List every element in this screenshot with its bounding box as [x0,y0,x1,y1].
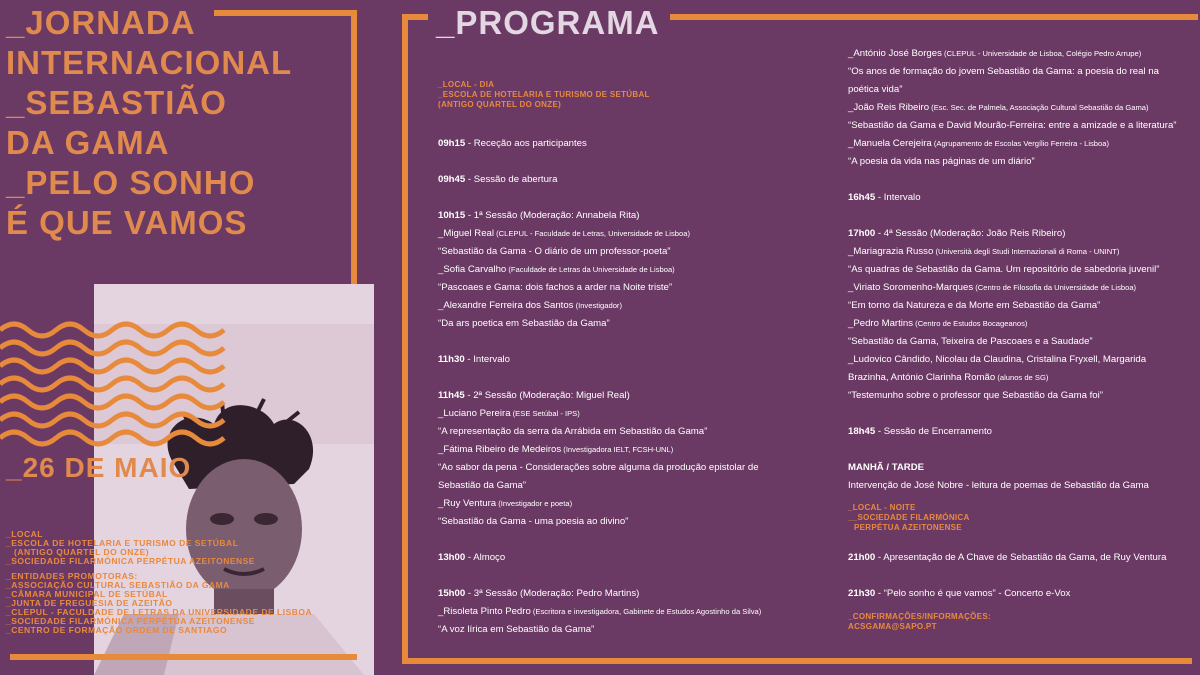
schedule-description: - Sessão de Encerramento [875,426,992,437]
speaker-item [438,405,833,423]
local-line: _ESCOLA DE HOTELARIA E TURISMO DE SETÚBAL [6,538,239,548]
local-dia-label: _LOCAL - DIA [438,80,495,89]
schedule-time: 21h00 [848,552,876,563]
speaker-affiliation: (Centro de Filosofia da Universidade de Lisboa) [973,283,1137,292]
speaker-name: Brazinha, António Clarinha Romão [848,372,996,383]
event-date: _26 DE MAIO [6,452,192,483]
entity-line: _JUNTA DE FREGUESIA DE AZEITÃO [6,598,173,608]
talk-title: “A voz lírica em Sebastião da Gama” [438,624,595,635]
speaker-name: _Ludovico Cândido, Nicolau da Claudina, Cristalina Fryxell, Margarida [848,354,1147,365]
speaker-name: _Sofia Carvalho [438,264,507,275]
schedule-time: 11h45 [438,390,465,401]
speaker-name: _Manuela Cerejeira [848,138,932,149]
spacer [438,531,833,549]
speaker-name: _Fátima Ribeiro de Medeiros [438,444,562,455]
schedule-time: 13h00 [438,552,466,563]
speaker-item [438,261,833,279]
speaker-affiliation: (Faculdade de Letras da Universidade de Lisboa) [506,265,675,274]
speaker-item [848,279,1193,297]
schedule-description: - 4ª Sessão (Moderação: João Reis Ribeiro) [875,228,1066,239]
poster-title-line-6: É QUE VAMOS [6,204,248,241]
speaker-affiliation: (Agrupamento de Escolas Vergílio Ferreira - Lisboa) [931,139,1110,148]
local-label: _LOCAL [6,529,43,539]
local-line: (ANTIGO QUARTEL DO ONZE) [14,547,150,557]
talk-title: “A poesia da vida nas páginas de um diário” [848,156,1035,167]
spacer [438,153,833,171]
poster-title-line-5: _PELO SONHO [6,164,256,201]
talk-title: “Ao sabor da pena - Considerações sobre alguma da produção epistolar de [438,462,759,473]
talk-title: “Sebastião da Gama, Teixeira de Pascoaes e a Saudade” [848,336,1093,347]
speaker-name: _João Reis Ribeiro [848,102,930,113]
confirm-label: _CONFIRMAÇÕES/INFORMAÇÕES: [848,612,991,621]
entity-line: _ASSOCIAÇÃO CULTURAL SEBASTIÃO DA GAMA [6,580,230,590]
speaker-item [848,315,1193,333]
local-dia-line: _ESCOLA DE HOTELARIA E TURISMO DE SETÚBAL [438,90,650,99]
speaker-affiliation: (CLEPUL - Faculdade de Letras, Universidade de Lisboa) [494,229,690,238]
spacer [438,189,833,207]
speaker-affiliation: (Centro de Estudos Bocageanos) [913,319,1028,328]
local-dia-block [438,80,650,110]
speaker-name: _Risoleta Pinto Pedro [438,606,531,617]
talk-title: “Pascoaes e Gama: dois fachos a arder na Noite triste” [438,282,673,293]
speaker-item [438,441,833,459]
local-line: _SOCIEDADE FILARMÓNICA PERPÉTUA AZEITONENSE [6,556,255,566]
schedule-item [848,459,1193,477]
local-noite-block [848,503,970,533]
schedule-item [438,135,833,153]
speaker-name: _Mariagrazia Russo [848,246,934,257]
poster-title-line-1: _JORNADA [6,4,196,41]
talk-title: “Da ars poetica em Sebastião da Gama” [438,318,610,329]
schedule-item [438,387,833,405]
schedule-description: - Apresentação de A Chave de Sebastião da Gama, de Ruy Ventura [875,552,1167,563]
speaker-item [848,135,1193,153]
schedule-item [438,585,833,603]
schedule-description: - 1ª Sessão (Moderação: Annabela Rita) [465,210,640,221]
entity-line: _CÂMARA MUNICIPAL DE SETÚBAL [6,589,168,599]
confirm-email: ACSGAMA@SAPO.PT [848,622,937,631]
speaker-item [438,603,833,621]
schedule-description: - Intervalo [875,192,921,203]
schedule-item [848,585,1193,603]
speaker-item [848,243,1193,261]
talk-title: “Sebastião da Gama e David Mourão-Ferreira: entre a amizade e a literatura” [848,120,1177,131]
program-frame-top [670,14,1198,20]
schedule-time: MANHÃ / TARDE [848,462,925,473]
schedule-description: - 3ª Sessão (Moderação: Pedro Martins) [465,588,640,599]
schedule-description: - Receção aos participantes [465,138,587,149]
speaker-name: _Alexandre Ferreira dos Santos [438,300,574,311]
spacer [438,567,833,585]
schedule-time: 21h30 [848,588,876,599]
spacer [848,405,1193,423]
schedule-item [848,423,1193,441]
schedule-time: 17h00 [848,228,876,239]
spacer [848,441,1193,459]
poster-title-line-3: _SEBASTIÃO [6,84,227,121]
schedule-description: - “Pelo sonho é que vamos” - Concerto e-Vox [875,588,1071,599]
left-frame-bottom [10,654,357,660]
schedule-item [848,225,1193,243]
schedule-time: 09h15 [438,138,466,149]
speaker-item [438,495,833,513]
speaker-item [848,369,1193,387]
schedule-description: - Almoço [465,552,506,563]
speaker-name: _Ruy Ventura [438,498,497,509]
schedule-time: 11h30 [438,354,465,365]
talk-title: “Testemunho sobre o professor que Sebastião da Gama foi” [848,390,1103,401]
talk-title: “Sebastião da Gama - O diário de um professor-poeta” [438,246,671,257]
speaker-affiliation: (Università degli Studi Internazionali di Roma - UNINT) [933,247,1120,256]
entity-line: _CLEPUL - FACULDADE DE LETRAS DA UNIVERSIDADE DE LISBOA [6,607,313,617]
talk-title: Intervenção de José Nobre - leitura de poemas de Sebastião da Gama [848,480,1149,491]
talk-title: “A representação da serra da Arrábida em Sebastião da Gama” [438,426,708,437]
left-local-block [6,530,312,635]
speaker-item [438,225,833,243]
schedule-item [848,189,1193,207]
poster-title-line-2: INTERNACIONAL [6,44,293,81]
schedule-description: - Sessão de abertura [465,174,558,185]
program-column-2 [848,45,1193,495]
schedule-description: - 2ª Sessão (Moderação: Miguel Real) [464,390,630,401]
talk-title: “Em torno da Natureza e da Morte em Sebastião da Gama” [848,300,1101,311]
local-noite-line: PERPÉTUA AZEITONENSE [854,523,962,532]
spacer [438,369,833,387]
talk-title: “As quadras de Sebastião da Gama. Um repositório de sabedoria juvenil” [848,264,1160,275]
program-column-3 [848,549,1193,603]
program-column-1 [438,135,833,639]
confirm-block [848,612,991,632]
spacer [848,171,1193,189]
entity-line: _SOCIEDADE FILARMÓNICA PERPÉTUA AZEITONENSE [6,616,255,626]
speaker-name: _Viriato Soromenho-Marques [848,282,974,293]
schedule-item [438,207,833,225]
local-dia-line: (ANTIGO QUARTEL DO ONZE) [438,100,562,109]
schedule-time: 15h00 [438,588,466,599]
schedule-time: 09h45 [438,174,466,185]
talk-title: Sebastião da Gama” [438,480,526,491]
schedule-item [438,351,833,369]
local-noite-label: _LOCAL - NOITE [848,503,916,512]
schedule-item [438,171,833,189]
entity-line: _CENTRO DE FORMAÇÃO ORDEM DE SANTIAGO [6,625,228,635]
speaker-name: _António José Borges [848,48,942,59]
schedule-time: 16h45 [848,192,876,203]
speaker-affiliation: (CLEPUL - Universidade de Lisboa, Colégio Pedro Arrupe) [941,49,1142,58]
talk-title: “Sebastião da Gama - uma poesia ao divino” [438,516,629,527]
wave-decoration [0,318,230,448]
schedule-item [438,549,833,567]
program-frame-top-left [402,14,428,20]
speaker-affiliation: (Esc. Sec. de Palmela, Associação Cultural Sebastião da Gama) [929,103,1149,112]
spacer [848,207,1193,225]
spacer [438,333,833,351]
speaker-affiliation: (Escritora e investigadora, Gabinete de Estudos Agostinho da Silva) [530,607,762,616]
schedule-item [848,549,1193,567]
speaker-affiliation: (Investigador) [573,301,622,310]
schedule-description: - Intervalo [464,354,511,365]
spacer [848,567,1193,585]
speaker-affiliation: (ESE Setúbal - IPS) [510,409,580,418]
speaker-item [848,351,1193,369]
speaker-item [438,297,833,315]
poster-title-line-4: DA GAMA [6,124,170,161]
speaker-affiliation: (Investigadora IELT, FCSH-UNL) [561,445,674,454]
talk-title: “Os anos de formação do jovem Sebastião da Gama: a poesia do real na [848,66,1159,77]
speaker-item [848,45,1193,63]
speaker-item [848,99,1193,117]
speaker-affiliation: (Investigador e poeta) [496,499,573,508]
talk-title: poética vida” [848,84,903,95]
schedule-time: 10h15 [438,210,466,221]
program-title: _PROGRAMA [436,4,660,41]
speaker-name: _Pedro Martins [848,318,914,329]
local-noite-line: __SOCIEDADE FILARMÓNICA [848,513,970,522]
speaker-affiliation: (alunos de SG) [995,373,1049,382]
speaker-name: _Miguel Real [438,228,494,239]
schedule-time: 18h45 [848,426,876,437]
entities-label: _ENTIDADES PROMOTORAS: [6,571,138,581]
speaker-name: _Luciano Pereira [438,408,511,419]
